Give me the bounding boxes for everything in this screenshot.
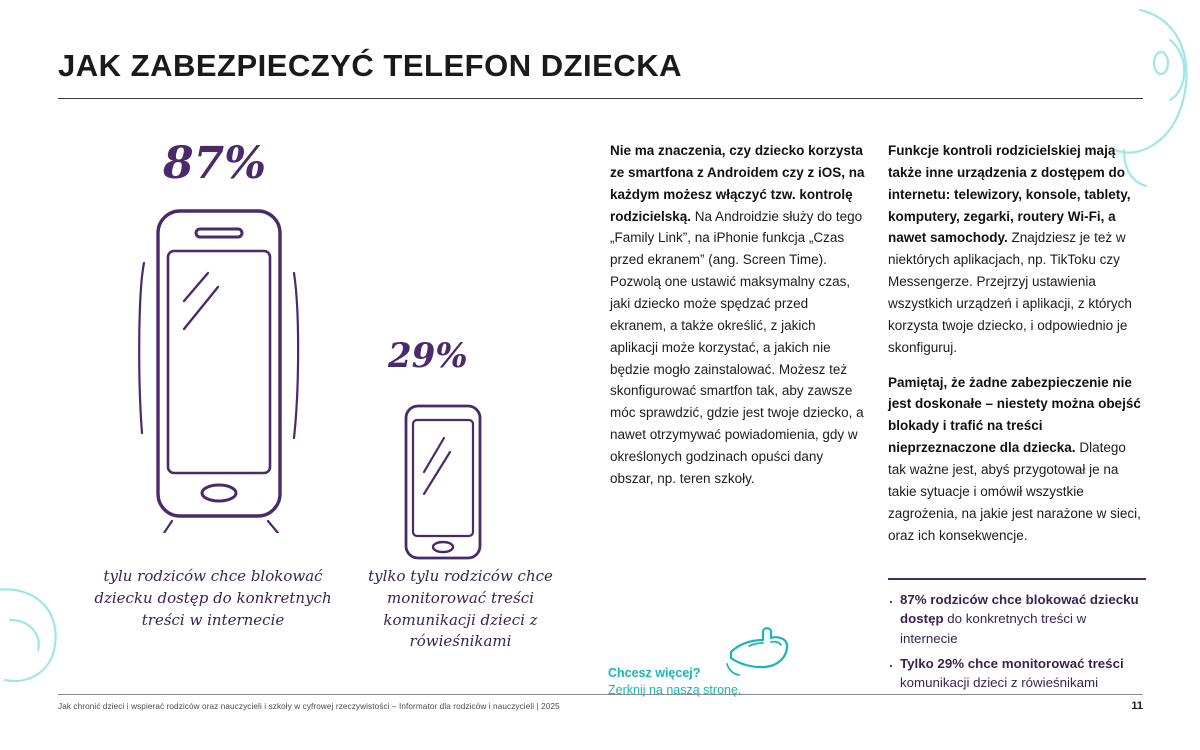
paragraph-middle-1 <box>610 140 865 490</box>
pointing-hand-icon <box>725 618 795 678</box>
page-title: JAK ZABEZPIECZYĆ TELEFON DZIECKA <box>58 48 682 83</box>
key-fact-1-rest: do konkretnych treści w internecie <box>900 611 1087 646</box>
key-fact-2-rest: komunikacji dzieci z rówieśnikami <box>900 675 1099 691</box>
paragraph-right-2-lead: Pamiętaj, że żadne zabezpieczenie nie jest doskonałe – niestety można obejść blokady i trafić na treści nieprzeznaczone dla dziecka. <box>888 374 1141 456</box>
paragraph-right-1-rest: Znajdziesz je też w niektórych aplikacjach, np. TikToku czy Messengerze. Przejrzyj ustawienia wszystkich urządzeń i aplikacji, z których korzysta twoje dziecko, i odpowiednio je skonfiguruj. <box>888 230 1132 355</box>
paragraph-right-2-rest: Dlatego tak ważne jest, abyś przygotował je na takie sytuacje i omówił wszystkie zagrożenia, na jakie jest narażone w sieci, oraz ich konsekwencje. <box>888 440 1141 543</box>
smartphone-large-icon <box>136 203 306 533</box>
paragraph-right-1-lead: Funkcje kontroli rodzicielskiej mają także inne urządzenia z dostępem do internetu: telewizory, konsole, tablety, komputery, zegarki, routery Wi-Fi, a nawet samochody. <box>888 143 1131 246</box>
stat-small-value: 29% <box>388 336 468 376</box>
cta-headline: Chcesz więcej? <box>608 666 701 680</box>
footer-divider <box>58 694 1143 695</box>
key-facts-divider <box>888 578 1146 580</box>
cta-subline: Zerknij na naszą stronę. <box>608 682 742 697</box>
stat-small-caption: tylko tylu rodziców chce monitorować treści komunikacji dzieci z rówieśnikami <box>368 567 553 651</box>
footer-text: Jak chronić dzieci i wspierać rodziców oraz nauczycieli i szkoły w cyfrowej rzeczywistości – Informator dla rodziców i nauczycieli | 2025 <box>58 702 560 711</box>
title-divider <box>58 98 1143 99</box>
key-facts-box <box>888 578 1146 698</box>
stat-big-value: 87% <box>163 138 267 189</box>
key-fact-1-bold: 87% rodziców chce blokować dziecku dostęp <box>900 592 1139 627</box>
paragraph-right-2 <box>888 372 1143 547</box>
paragraph-middle-1-rest: Na Androidzie służy do tego „Family Link”, na iPhonie funkcja „Czas przed ekranem” (ang. Screen Time). Pozwolą one ustawić maksymalny czas, jaki dziecko może spędzać przed ekranem, a także określić, z jakich aplikacji może korzystać, a jakich nie będzie mogło zainstalować. Możesz też skonfigurować smartfon tak, aby zawsze móc sprawdzić, gdzie jest twoje dziecko, a nawet otrzymywać powiadomienia, gdy w określonych godzinach opuści dany obszar, np. teren szkoły. <box>610 208 864 486</box>
paragraph-right-1 <box>888 140 1143 359</box>
paragraph-middle-1-lead: Nie ma znaczenia, czy dziecko korzysta ze smartfona z Androidem czy z iOS, na każdym możesz włączyć tzw. kontrolę rodzicielską. <box>610 143 865 224</box>
page-number: 11 <box>1131 700 1143 712</box>
body-column-middle <box>610 140 865 503</box>
smartphone-small-icon <box>388 400 498 570</box>
stat-big-caption: tylu rodziców chce blokować dziecku dostęp do konkretnych treści w internecie <box>94 567 332 629</box>
illustration-column <box>58 128 588 651</box>
key-fact-item <box>888 590 1146 648</box>
key-fact-2-bold: Tylko 29% chce monitorować treści <box>900 655 1124 671</box>
page-header <box>58 48 1143 99</box>
body-column-right <box>888 140 1143 559</box>
key-fact-item <box>888 654 1146 693</box>
